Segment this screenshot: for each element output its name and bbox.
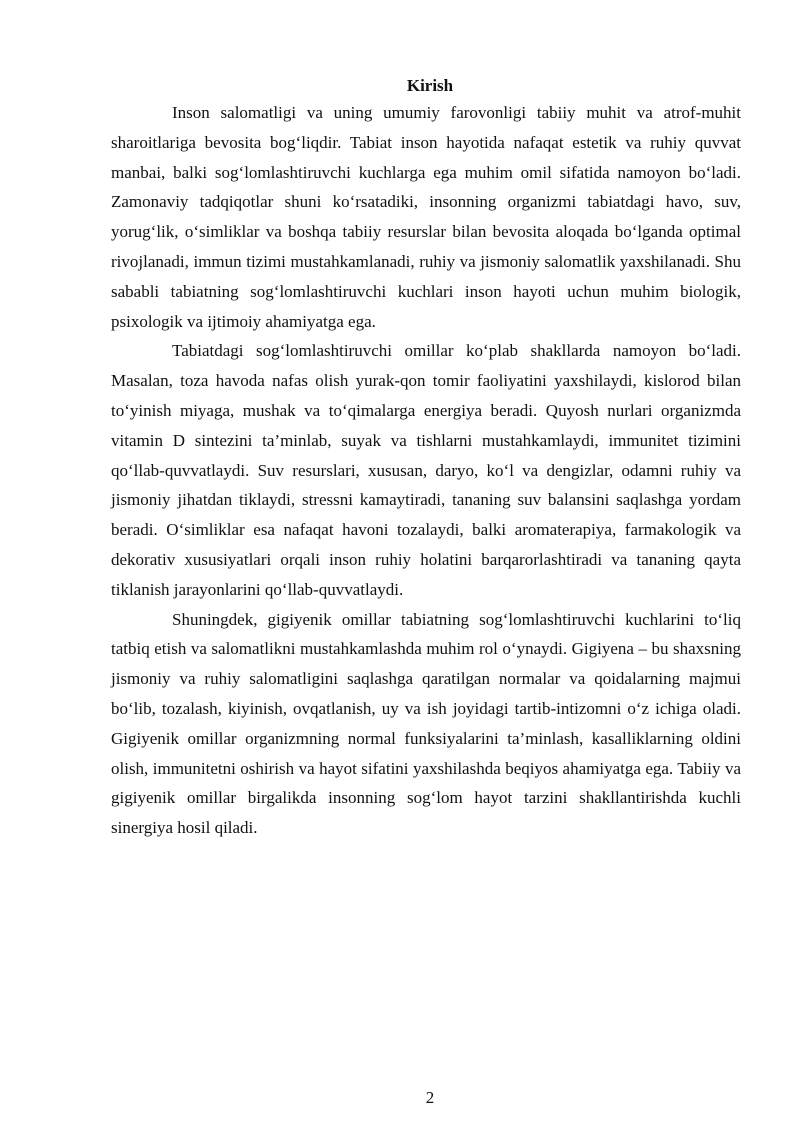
page-content [111, 74, 741, 843]
paragraph-natural-factors: Tabiatdagi sog‘lomlashtiruvchi omillar ko‘plab shakllarda namoyon bo‘ladi. Masalan, toza havoda nafas olish yurak-qon tomir faoliyatini yaxshilaydi, kislorod bilan to‘yinish miyaga, mushak va to‘qimalarga energiya beradi. Quyosh nurlari organizmda vitamin D sintezini ta’minlab, suyak va tishlarni mustahkamlaydi, immunitet tizimini qo‘llab-quvvatlaydi. Suv resurslari, xususan, daryo, ko‘l va dengizlar, odamni ruhiy va jismoniy jihatdan tiklaydi, stressni kamaytiradi, tananing suv balansini saqlashga yordam beradi. O‘simliklar esa nafaqat havoni tozalaydi, balki aromaterapiya, farmakologik va dekorativ xususiyatlari orqali inson ruhiy holatini barqarorlashtiradi va tananing qayta tiklanish jarayonlarini qo‘llab-quvvatlaydi. [111, 341, 741, 599]
page-number: 2 [425, 1088, 435, 1107]
paragraph-hygiene-factors: Shuningdek, gigiyenik omillar tabiatning sog‘lomlashtiruvchi kuchlarini to‘liq tatbiq etish va salomatlikni mustahkamlashda muhim rol o‘ynaydi. Gigiyena – bu shaxsning jismoniy va ruhiy salomatligini saqlashga qaratilgan normalar va qoidalarning majmui bo‘lib, tozalash, kiyinish, ovqatlanish, uy va ish joyidagi tartib-intizomni o‘z ichiga oladi. Gigiyenik omillar organizmning normal funksiyalarini ta’minlash, kasalliklarning oldini olish, immunitetni oshirish va hayot sifatini yaxshilashda beqiyos ahamiyatga ega. Tabiiy va gigiyenik omillar birgalikda insonning sog‘lom hayot tarzini shakllantirishda kuchli sinergiya hosil qiladi. [111, 609, 741, 838]
paragraph-intro: Inson salomatligi va uning umumiy farovonligi tabiiy muhit va atrof-muhit sharoitlariga bevosita bog‘liqdir. Tabiat inson hayotida nafaqat estetik va ruhiy quvvat manbai, balki sog‘lomlashtiruvchi kuchlarga ega muhim omil sifatida namoyon bo‘ladi. Zamonaviy tadqiqotlar shuni ko‘rsatadiki, insonning organizmi tabiatdagi havo, suv, yorug‘lik, o‘simliklar va boshqa tabiiy resurslar bilan bevosita aloqada bo‘lganda optimal rivojlanadi, immun tizimi mustahkamlanadi, ruhiy va jismoniy salomatlik yaxshilanadi. Shu sababli tabiatning sog‘lomlashtiruvchi kuchlari inson hayoti uchun muhim biologik, psixologik va ijtimoiy ahamiyatga ega. [111, 103, 741, 331]
section-heading: Kirish [406, 76, 454, 95]
